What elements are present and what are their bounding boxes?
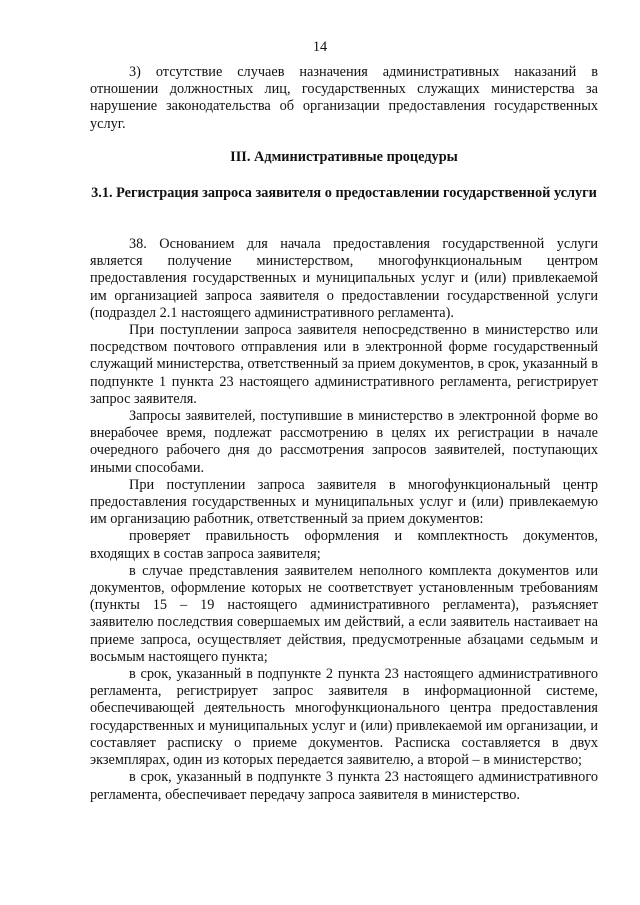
section-heading-block	[90, 149, 598, 166]
paragraph: проверяет правильность оформления и комплектность документов, входящих в состав запроса заявителя;	[90, 528, 598, 562]
section-heading: III. Административные процедуры	[230, 149, 458, 165]
paragraph: 38. Основанием для начала предоставления государственной услуги является получение министерством, многофункциональным центром предоставления государственных и муниципальных услуг и (или) привлекаемой им организацией запроса заявителя о предоставлении государственной услуги (подраздел 2.1 настоящего административного регламента).	[90, 236, 598, 321]
paragraph: При поступлении запроса заявителя непосредственно в министерство или посредством почтового отправления или в электронной форме государственный служащий министерства, ответственный за прием документов, в срок, указанный в подпункте 1 пункта 23 настоящего административного регламента, регистрирует запрос заявителя.	[90, 322, 598, 407]
subsection-heading-block	[90, 185, 598, 202]
body-text	[90, 236, 598, 804]
paragraph: в срок, указанный в подпункте 3 пункта 23 настоящего административного регламента, обеспечивает передачу запроса заявителя в министерство.	[90, 769, 598, 803]
paragraph: в срок, указанный в подпункте 2 пункта 23 настоящего административного регламента, регистрирует запрос заявителя в информационной системе, обеспечивающей деятельность многофункционального центра предоставления государственных и муниципальных услуг и (или) привлекаемой им организации, и составляет расписку о приеме документов. Расписка составляется в двух экземплярах, один из которых передается заявителю, а второй – в министерство;	[90, 666, 598, 769]
paragraph: 3) отсутствие случаев назначения административных наказаний в отношении должностных лиц, государственных служащих министерства за нарушение законодательства об организации предоставления государственных услуг.	[90, 64, 598, 132]
intro-block	[90, 64, 598, 133]
page-number: 14	[312, 39, 328, 55]
paragraph: Запросы заявителей, поступившие в министерство в электронной форме во внерабочее время, подлежат рассмотрению в целях их регистрации в начале очередного рабочего дня до рассмотрения запросов заявителей, поступающих иными способами.	[90, 408, 598, 476]
paragraph: в случае представления заявителем неполного комплекта документов или документов, оформление которых не соответствует установленным требованиям (пункты 15 – 19 настоящего административного регламента), разъясняет заявителю последствия совершаемых им действий, а если заявитель настаивает на приеме запроса, осуществляет действия, предусмотренные абзацами седьмым и восьмым настоящего пункта;	[90, 562, 598, 665]
subsection-heading: 3.1. Регистрация запроса заявителя о предоставлении государственной услуги	[91, 185, 597, 201]
paragraph: При поступлении запроса заявителя в многофункциональный центр предоставления государственных и муниципальных услуг и (или) привлекаемую им организацию работник, ответственный за прием документов:	[90, 476, 598, 528]
